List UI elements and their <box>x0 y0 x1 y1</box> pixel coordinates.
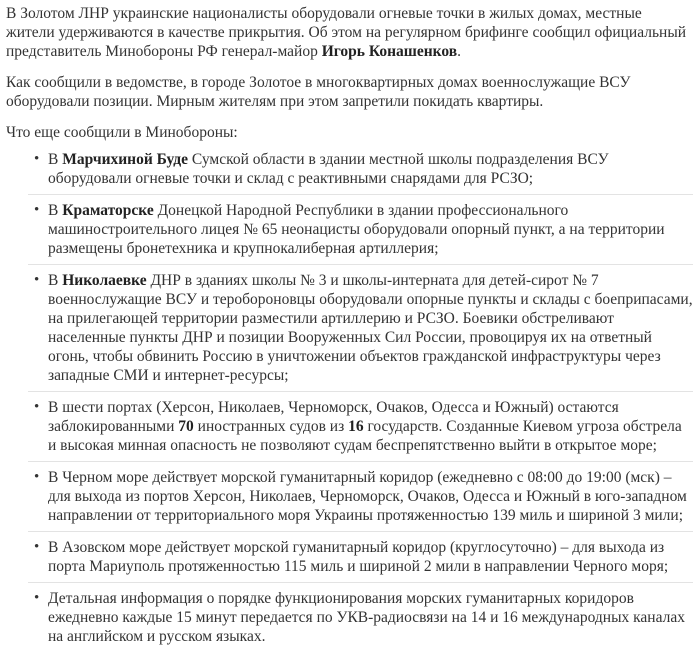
bullet-icon: • <box>34 469 40 485</box>
list-item <box>28 148 693 195</box>
item-text: В <box>48 151 63 168</box>
list-lead-paragraph: Что еще сообщили в Минобороны: <box>6 124 238 141</box>
spokesperson-name: Игорь Конашенков <box>321 43 458 60</box>
item-text: В <box>48 272 63 289</box>
intro-text: В Золотом ЛНР украинские националисты оборудовали огневые точки в жилых домах, местные жители удерживаются в качестве прикрытия. Об этом на регулярном брифинге сообщил официальный представитель Минобороны РФ генерал-майор <box>6 5 687 60</box>
bullet-icon: • <box>34 202 40 218</box>
list-item <box>28 536 693 583</box>
item-bold: Марчихиной Буде <box>62 151 189 168</box>
bullet-icon: • <box>34 399 40 415</box>
item-text: В Азовском море действует морской гуманитарный коридор (круглосуточно) – для выхода из порта Мариуполь протяженностью 115 миль и шириной 2 мили в направлении Черного моря; <box>48 539 669 575</box>
bullet-icon: • <box>34 539 40 555</box>
list-item <box>28 466 693 532</box>
item-text: В <box>48 202 63 219</box>
list-item <box>28 587 693 652</box>
intro-paragraph <box>6 4 693 61</box>
item-bold: 70 <box>178 418 194 435</box>
bullet-icon: • <box>34 272 40 288</box>
intro-end: . <box>457 43 461 60</box>
list-item <box>28 269 693 392</box>
item-text: Донецкой Народной Республики в здании профессионального машиностроительного лицея № 65 неонацисты оборудовали опорный пункт, а на территории размещены бронетехника и крупнокалиберная артиллерия; <box>48 202 665 257</box>
list-item <box>28 396 693 462</box>
list-item <box>28 199 693 265</box>
item-bold: Николаевке <box>62 272 147 289</box>
item-text: В Черном море действует морской гуманитарный коридор (ежедневно с 08:00 до 19:00 (мск) – для выхода из портов Херсон, Николаев, Черноморск, Очаков, Одесса и Южный в юго-западном направлении от территориального моря Украины протяженностью 139 миль и шириной 3 мили; <box>48 469 687 524</box>
item-bold: Краматорске <box>62 202 154 219</box>
zolotoe-paragraph: Как сообщили в ведомстве, в городе Золотое в многоквартирных домах военнослужащие ВСУ оборудовали позиции. Мирным жителям при этом запретили покидать квартиры. <box>6 74 631 110</box>
report-list <box>6 148 693 652</box>
item-text: иностранных судов из <box>193 418 349 435</box>
item-text: В шести портах (Херсон, Николаев, Черноморск, Очаков, Одесса и Южный) остаются заблокированными <box>48 399 619 435</box>
item-text: ДНР в зданиях школы № 3 и школы-интерната для детей-сирот № 7 военнослужащие ВСУ и теробороновцы оборудовали опорные пункты и склады с боеприпасами, на прилегающей территории разместили артиллерию и РСЗО. Боевики обстреливают населенные пункты ДНР и позиции Вооруженных Сил России, провоцируя их на ответный огонь, чтобы обвинить Россию в уничтожении объектов гражданской инфраструктуры через западные СМИ и интернет-ресурсы; <box>48 272 693 384</box>
item-text: государств. Созданные Киевом угроза обстрела и высокая минная опасность не позволяют судам беспрепятственно выйти в открытое море; <box>48 418 682 454</box>
bullet-icon: • <box>34 151 40 167</box>
item-bold: 16 <box>348 418 364 435</box>
item-text: Сумской области в здании местной школы подразделения ВСУ оборудовали огневые точки и склад с реактивными снарядами для РСЗО; <box>48 151 609 187</box>
item-text: Детальная информация о порядке функционирования морских гуманитарных коридоров ежедневно каждые 15 минут передается по УКВ-радиосвязи на 14 и 16 международных каналах на английском и русском языках. <box>48 590 685 645</box>
bullet-icon: • <box>34 590 40 606</box>
